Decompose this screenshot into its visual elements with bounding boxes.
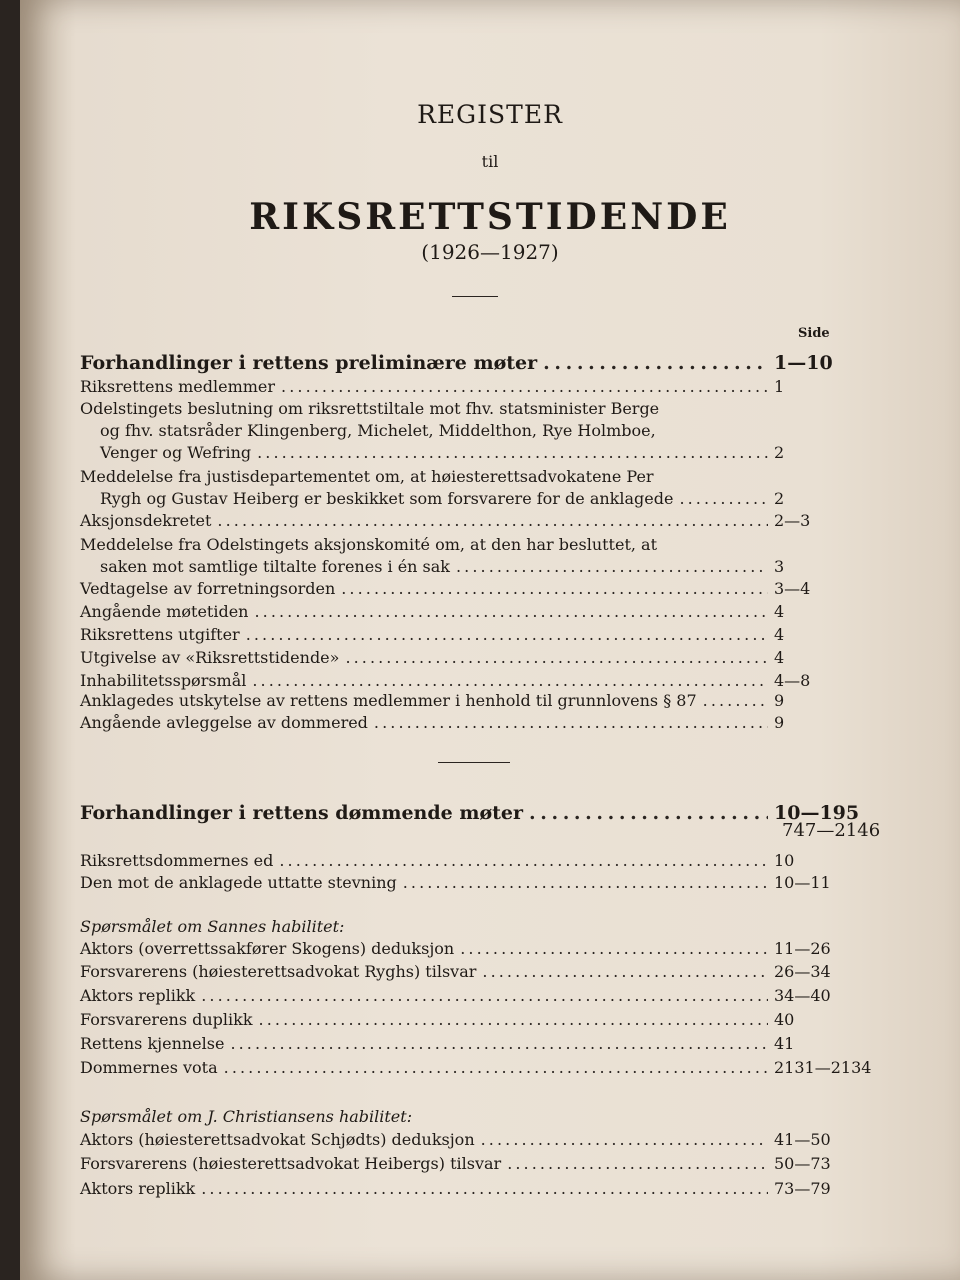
register-heading: REGISTER (417, 100, 563, 129)
list-item: Vedtagelse av forretningsorden . . . 3—4 (80, 578, 870, 600)
list-item: Rettens kjennelse . . . 41 (80, 1033, 870, 1055)
list-item: Odelstingets beslutning om riksrettstiltale mot fhv. statsminister Berge og fhv. statsråder Klingenberg, Michelet, Middelthon, Rye Holmboe, Venger og Wefring . . . 2 (80, 398, 870, 464)
list-item: Den mot de anklagede uttatte stevning . . . 10—11 (80, 872, 870, 894)
list-item: Meddelelse fra justisdepartementet om, at høiesterettsadvokatene Per Rygh og Gustav Heiberg er beskikket som forsvarere for de anklagede . . . 2 (80, 466, 870, 510)
list-item: Angående avleggelse av dommered . . . 9 (80, 712, 870, 734)
section-judging-pages-2: 747—2146 (782, 820, 881, 841)
list-item: Forsvarerens (høiesterettsadvokat Heibergs) tilsvar . . . 50—73 (80, 1153, 870, 1175)
list-item: Aktors replikk . . . 73—79 (80, 1178, 870, 1200)
list-item: Meddelelse fra Odelstingets aksjonskomité om, at den har besluttet, at saken mot samtlige tiltalte forenes i én sak . . . 3 (80, 534, 870, 578)
years-subtitle: (1926—1927) (421, 240, 559, 264)
page-title: RIKSRETTSTIDENDE (249, 196, 731, 238)
section-divider (438, 762, 510, 763)
list-item: Aktors (høiesterettsadvokat Schjødts) deduksjon . . . 41—50 (80, 1129, 870, 1151)
list-item: Riksrettens medlemmer . . . 1 (80, 376, 870, 398)
title-divider (452, 296, 498, 297)
subsection-sannes-heading: Spørsmålet om Sannes habilitet: (80, 917, 345, 936)
list-item: Angående møtetiden . . . 4 (80, 601, 870, 623)
list-item: Anklagedes utskytelse av rettens medlemmer i henhold til grunnlovens § 87 . . . 9 (80, 690, 870, 712)
list-item: Riksrettens utgifter . . . 4 (80, 624, 870, 646)
list-item: Aksjonsdekretet . . . 2—3 (80, 510, 870, 532)
list-item: Riksrettsdommernes ed . . . 10 (80, 850, 870, 872)
section-judging-title: Forhandlinger i rettens dømmende møter . . . 10—195 (80, 802, 870, 824)
list-item: Utgivelse av «Riksrettstidende» . . . 4 (80, 647, 870, 669)
list-item: Aktors replikk . . . 34—40 (80, 985, 870, 1007)
list-item: Inhabilitetsspørsmål . . . 4—8 (80, 670, 870, 692)
til-word: til (481, 152, 499, 171)
side-column-label: Side (798, 326, 830, 341)
list-item: Dommernes vota . . . 2131—2134 (80, 1057, 870, 1079)
subsection-christiansen-heading: Spørsmålet om J. Christiansens habilitet: (80, 1107, 413, 1126)
list-item: Forsvarerens duplikk . . . 40 (80, 1009, 870, 1031)
section-preliminary-title: Forhandlinger i rettens preliminære møter . . . 1—10 (80, 352, 870, 374)
list-item: Aktors (overrettssakfører Skogens) deduksjon . . . 11—26 (80, 938, 870, 960)
book-page (20, 0, 960, 1280)
list-item: Forsvarerens (høiesterettsadvokat Ryghs) tilsvar . . . 26—34 (80, 961, 870, 983)
